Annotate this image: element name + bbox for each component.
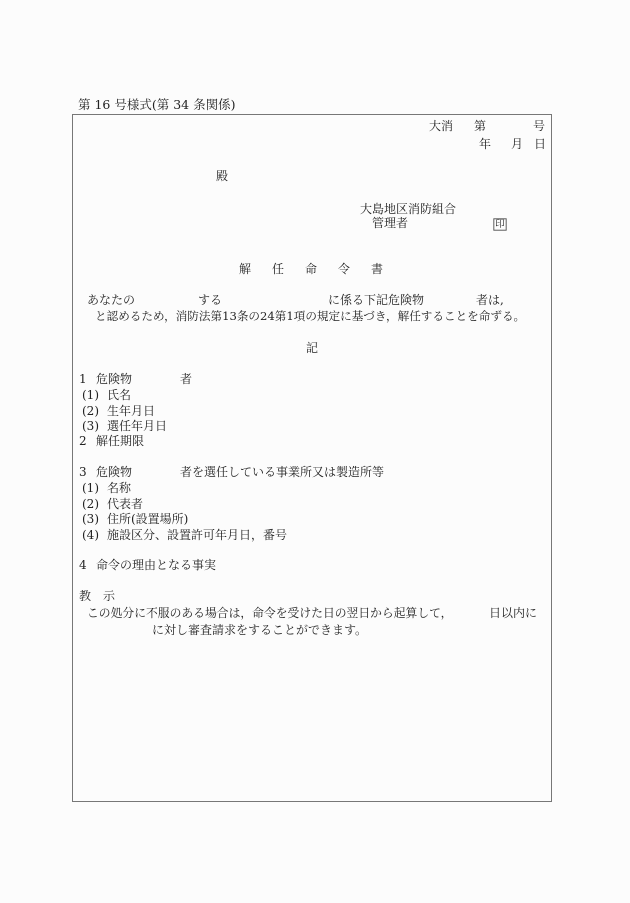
item1-sub2-num: (2) bbox=[82, 404, 99, 418]
title-char: 書 bbox=[371, 262, 384, 276]
item1-sub3-label: 選任年月日 bbox=[107, 419, 168, 433]
instruction-line2: に対し審査請求をすることができます。 bbox=[152, 623, 368, 637]
item3-label-b: 者を選任している事業所又は製造所等 bbox=[180, 465, 385, 479]
form-number-label: 第 16 号様式(第 34 条関係) bbox=[78, 97, 236, 112]
item3-label-a: 危険物 bbox=[96, 465, 133, 479]
item3-sub3-label: 住所(設置場所) bbox=[107, 512, 189, 526]
item3-sub2-num: (2) bbox=[82, 497, 99, 511]
document-title bbox=[239, 262, 404, 276]
title-char: 命 bbox=[305, 262, 318, 276]
item3-sub4-num: (4) bbox=[82, 528, 99, 542]
issuer-title: 管理者 bbox=[372, 216, 409, 230]
body-line2: と認めるため，消防法第13条の24第1項の規定に基づき，解任することを命ずる。 bbox=[95, 309, 526, 323]
body-line1-part3: に係る下記危険物 bbox=[328, 293, 425, 307]
item3-sub4-label: 施設区分、設置許可年月日，番号 bbox=[107, 528, 288, 542]
date-day: 日 bbox=[534, 137, 547, 151]
title-char: 任 bbox=[272, 262, 285, 276]
title-char: 解 bbox=[239, 262, 252, 276]
issuer-organization: 大島地区消防組合 bbox=[360, 202, 457, 216]
date-month: 月 bbox=[511, 137, 524, 151]
doc-number-go: 号 bbox=[533, 119, 546, 133]
instruction-heading: 教 示 bbox=[79, 589, 116, 603]
item2-number: 2 bbox=[79, 434, 87, 448]
doc-number-prefix: 大消 bbox=[429, 119, 454, 133]
body-line1-part2: する bbox=[198, 293, 223, 307]
item2-label: 解任期限 bbox=[96, 434, 145, 448]
item1-label-a: 危険物 bbox=[96, 372, 133, 386]
instruction-line1-part1: この処分に不服のある場合は，命令を受けた日の翌日から起算して， bbox=[87, 606, 453, 620]
doc-number-dai: 第 bbox=[474, 119, 487, 133]
item1-label-b: 者 bbox=[180, 372, 193, 386]
date-year: 年 bbox=[479, 137, 492, 151]
body-line1-part1: あなたの bbox=[87, 293, 136, 307]
instruction-line1-part2: 日以内に bbox=[489, 606, 538, 620]
item1-sub3-num: (3) bbox=[82, 419, 99, 433]
item1-sub1-num: (1) bbox=[82, 388, 99, 402]
body-line1-part4: 者は, bbox=[476, 293, 504, 307]
title-char: 令 bbox=[338, 262, 351, 276]
seal-mark bbox=[493, 216, 507, 231]
ki-heading: 記 bbox=[306, 341, 319, 355]
item4-label: 命令の理由となる事実 bbox=[96, 558, 217, 572]
item3-sub1-label: 名称 bbox=[107, 481, 132, 495]
item3-sub3-num: (3) bbox=[82, 512, 99, 526]
item1-number: 1 bbox=[79, 372, 87, 386]
document-frame bbox=[72, 114, 552, 802]
item1-sub1-label: 氏名 bbox=[107, 388, 132, 402]
item4-number: 4 bbox=[79, 558, 87, 572]
addressee-honorific: 殿 bbox=[216, 169, 229, 183]
seal-icon: 印 bbox=[495, 219, 505, 230]
item3-sub1-num: (1) bbox=[82, 481, 99, 495]
item1-sub2-label: 生年月日 bbox=[107, 404, 156, 418]
item3-sub2-label: 代表者 bbox=[107, 497, 144, 511]
item3-number: 3 bbox=[79, 465, 87, 479]
